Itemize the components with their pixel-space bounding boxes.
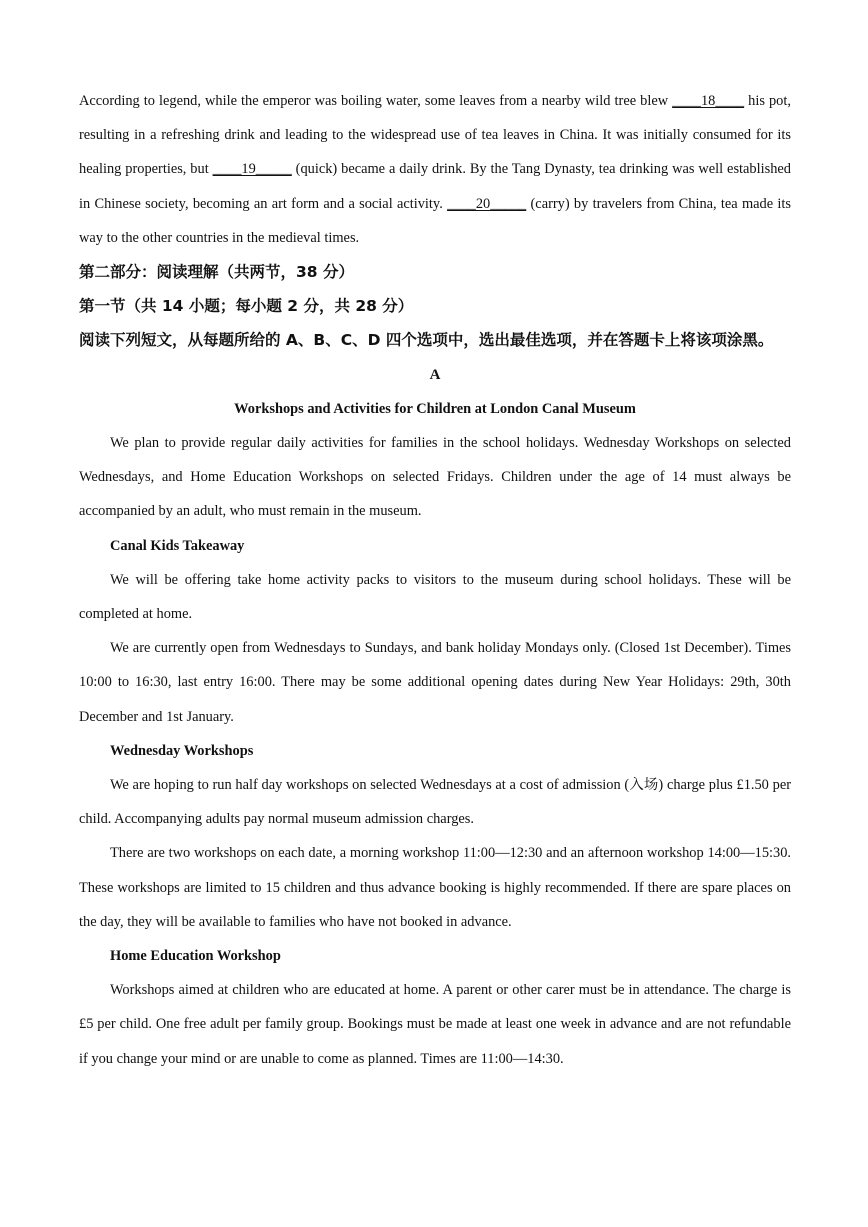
cloze-paragraph xyxy=(79,84,791,255)
cloze-text-2: his pot, resulting in a refreshing drink and leading to the widespread use of tea leaves in China. It was initially consumed for its healing properties, but xyxy=(79,93,791,178)
blank-20: ____20_____ xyxy=(447,195,527,212)
page-content xyxy=(79,84,791,1076)
takeaway-paragraph-2: We are currently open from Wednesdays to Sundays, and bank holiday Mondays only. (Closed 1st December). Times 10:00 to 16:30, last entry 16:00. There may be some additional opening dates during New Year Holidays: 29th, 30th December and 1st January. xyxy=(79,640,791,725)
takeaway-heading: Canal Kids Takeaway xyxy=(110,537,245,554)
passage-letter: A xyxy=(429,366,441,383)
wednesday-paragraph-1: We are hoping to run half day workshops on selected Wednesdays at a cost of admission (入场) charge plus £1.50 per child. Accompanying adults pay normal museum admission charges. xyxy=(79,777,791,828)
part-title: 第二部分：阅读理解（共两节，38 分） xyxy=(79,263,354,282)
takeaway-paragraph-1: We will be offering take home activity packs to visitors to the museum during school holidays. These will be completed at home. xyxy=(79,571,791,623)
cloze-text-1: According to legend, while the emperor was boiling water, some leaves from a nearby wild tree blew xyxy=(79,93,673,109)
blank-19: ____19_____ xyxy=(212,161,292,178)
wednesday-paragraph-2: There are two workshops on each date, a morning workshop 11:00—12:30 and an afternoon workshop 14:00—15:30. These workshops are limited to 15 children and thus advance booking is highly recommended. If there are spare places on the day, they will be available to families who have not booked in advance. xyxy=(79,845,791,930)
cloze-text-3: (quick) became a daily drink. By the Tang Dynasty, tea drinking was well established in Chinese society, becoming an art form and a social activity. xyxy=(79,161,792,212)
instruction: 阅读下列短文，从每题所给的 A、B、C、D 四个选项中，选出最佳选项，并在答题卡上将该项涂黑。 xyxy=(79,331,774,350)
section-title: 第一节（共 14 小题；每小题 2 分，共 28 分） xyxy=(79,297,414,316)
cloze-text-4: (carry) by travelers from China, tea made its way to the other countries in the medieval times. xyxy=(79,195,792,246)
wednesday-heading: Wednesday Workshops xyxy=(110,742,254,759)
home-education-heading: Home Education Workshop xyxy=(110,948,281,965)
intro-paragraph: We plan to provide regular daily activities for families in the school holidays. Wednesday Workshops on selected Wednesdays, and Home Education Workshops on selected Fridays. Children under the age of 14 must always be accompanied by an adult, who must remain in the museum. xyxy=(79,435,791,520)
home-education-paragraph: Workshops aimed at children who are educated at home. A parent or other carer must be in attendance. The charge is £5 per child. One free adult per family group. Bookings must be made at least one week in advance and are not refundable if you change your mind or are unable to come as planned. Times are 11:00—14:30. xyxy=(79,982,791,1067)
blank-18: ____18____ xyxy=(672,93,745,109)
passage-title: Workshops and Activities for Children at London Canal Museum xyxy=(234,400,636,417)
